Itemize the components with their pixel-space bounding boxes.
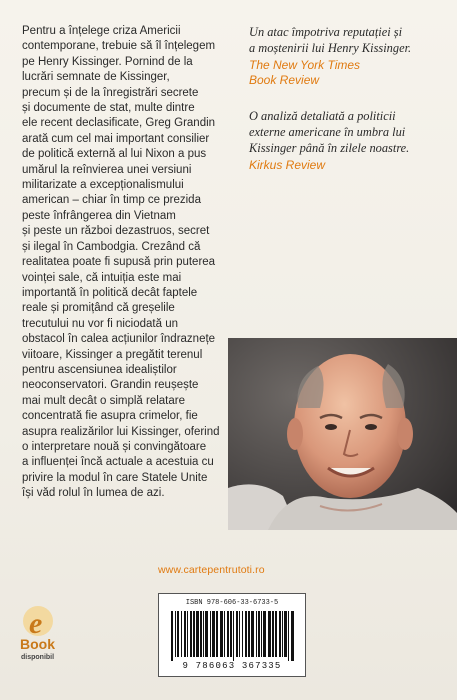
review-source — [249, 58, 449, 88]
barcode-bar — [175, 611, 176, 657]
review-quote — [249, 24, 449, 56]
description-line: și documente de stat, multe dintre — [22, 102, 195, 115]
barcode-icon — [158, 593, 306, 677]
barcode-bar — [288, 611, 289, 661]
barcode-bar — [200, 611, 202, 657]
barcode-bar — [216, 611, 218, 657]
ebook-logo-word: Book — [20, 636, 55, 652]
description-line: arată cum cel mai important consilier — [22, 132, 210, 145]
description-line: își văd rolul în lumea de azi. — [22, 487, 165, 500]
description-line: neoconservatori. Grandin reușește — [22, 379, 199, 392]
quote-line: externe americane în umbra lui — [249, 125, 406, 139]
barcode-bar — [284, 611, 287, 657]
isbn-number: ISBN 978-606-33-6733-5 — [185, 599, 279, 607]
author-portrait — [228, 338, 457, 530]
description-line: importantă în politică decât faptele — [22, 286, 198, 299]
ebook-logo-icon — [20, 600, 66, 666]
description-text — [22, 24, 235, 502]
description-line: lucrări semnate de Kissinger, — [22, 71, 170, 84]
website-url: www.cartepentrutoti.ro — [158, 564, 265, 576]
barcode-bar — [224, 611, 225, 657]
description-line: umărul la reînvierea unei versiuni — [22, 163, 192, 176]
description-line: de politică externă al lui Nixon a pus — [22, 148, 207, 161]
barcode-bar — [181, 611, 182, 657]
description-line: a influenței încă actuale a acestuia cu — [22, 456, 214, 469]
reviews-column — [249, 24, 449, 173]
barcode-bar — [279, 611, 281, 657]
description-line: reale și promițând că greșelile — [22, 302, 175, 315]
barcode-bar — [203, 611, 204, 657]
description-line: peste înfrângerea din Vietnam — [22, 209, 176, 222]
description-line: și peste un război dezastruos, secret — [22, 225, 210, 238]
description-line: mai mult decât o simplă relatare — [22, 394, 185, 407]
barcode-bar — [282, 611, 283, 657]
review-1 — [249, 24, 449, 88]
barcode-bar — [233, 611, 234, 661]
description-line: precum și de la înregistrări secrete — [22, 86, 199, 99]
description-line: viitoare, Kissinger a pregătit terenul — [22, 348, 203, 361]
description-line: o interpretare nouă și convingătoare — [22, 440, 207, 453]
barcode-bar — [171, 611, 173, 661]
barcode-bar — [275, 611, 277, 657]
barcode-bar — [184, 611, 186, 657]
ebook-logo-mark — [20, 600, 66, 640]
barcode-bar — [242, 611, 243, 657]
barcode-bar — [196, 611, 199, 657]
quote-line: Kissinger până în zilele noastre. — [249, 141, 410, 155]
barcode-bar — [239, 611, 240, 657]
description-line: american – chiar în timp ce prezida — [22, 194, 201, 207]
barcode-bar — [177, 611, 179, 657]
barcode-bar — [212, 611, 215, 657]
source-line: Kirkus Review — [249, 158, 326, 172]
author-portrait-illustration — [228, 338, 457, 530]
barcode-bar — [268, 611, 271, 657]
barcode-bar — [272, 611, 274, 657]
description-line: concentrată fie asupra crimelor, fie — [22, 410, 198, 423]
barcode-bar — [263, 611, 266, 657]
barcode-bar — [256, 611, 257, 657]
source-line: The New York Times — [249, 58, 361, 72]
description-line: voinței sale, că intuiția este mai — [22, 271, 182, 284]
ebook-available-label: disponibil — [21, 654, 55, 661]
description-line: realitatea poate fi supusă prin puterea — [22, 256, 216, 269]
barcode-bar — [251, 611, 254, 657]
quote-line: Un atac împotriva reputației și — [249, 25, 403, 39]
barcode-bar — [205, 611, 208, 657]
barcode-bar — [220, 611, 223, 657]
barcode-bar — [187, 611, 188, 657]
description-line: privire la modul în care Statele Unite — [22, 471, 208, 484]
barcode-digits: 9 786063 367335 — [182, 661, 282, 671]
ebook-logo-letter: e — [29, 607, 43, 640]
barcode-bar — [190, 611, 192, 657]
barcode-bar — [210, 611, 211, 657]
barcode-bar — [248, 611, 250, 657]
barcode-bars — [171, 611, 295, 661]
description-line: Pentru a înțelege criza Americii — [22, 25, 181, 37]
source-line: Book Review — [249, 73, 320, 87]
barcode-bar — [230, 611, 232, 657]
description-line: pentru ascensiunea idealiștilor — [22, 363, 177, 376]
barcode-bar — [258, 611, 260, 657]
quote-line: a moștenirii lui Henry Kissinger. — [249, 41, 412, 55]
description-line: ele recent declasificate, Greg Grandin — [22, 117, 216, 130]
quote-line: O analiză detaliată a politicii — [249, 109, 396, 123]
barcode-bar — [261, 611, 262, 657]
review-quote — [249, 108, 449, 156]
barcode-bar — [245, 611, 247, 657]
description-line: și ilegal în Cambodgia. Crezând că — [22, 240, 201, 253]
review-source — [249, 158, 449, 173]
barcode-bar — [193, 611, 195, 657]
description-line: contemporane, trebuie să îl înțelegem — [22, 40, 216, 53]
description-line: trecutului nu vor fi niciodată un — [22, 317, 178, 330]
description-line: pe Henry Kissinger. Pornind de la — [22, 55, 193, 68]
description-line: asupra realizărilor lui Kissinger, oferind — [22, 425, 220, 438]
barcode-bar — [291, 611, 294, 661]
barcode-bar — [236, 611, 238, 657]
description-line: obstacol în calea acțiunilor îndraznețe — [22, 333, 216, 346]
barcode-bar — [227, 611, 229, 657]
review-2 — [249, 108, 449, 173]
description-line: militarizate a excepționalismului — [22, 179, 184, 192]
